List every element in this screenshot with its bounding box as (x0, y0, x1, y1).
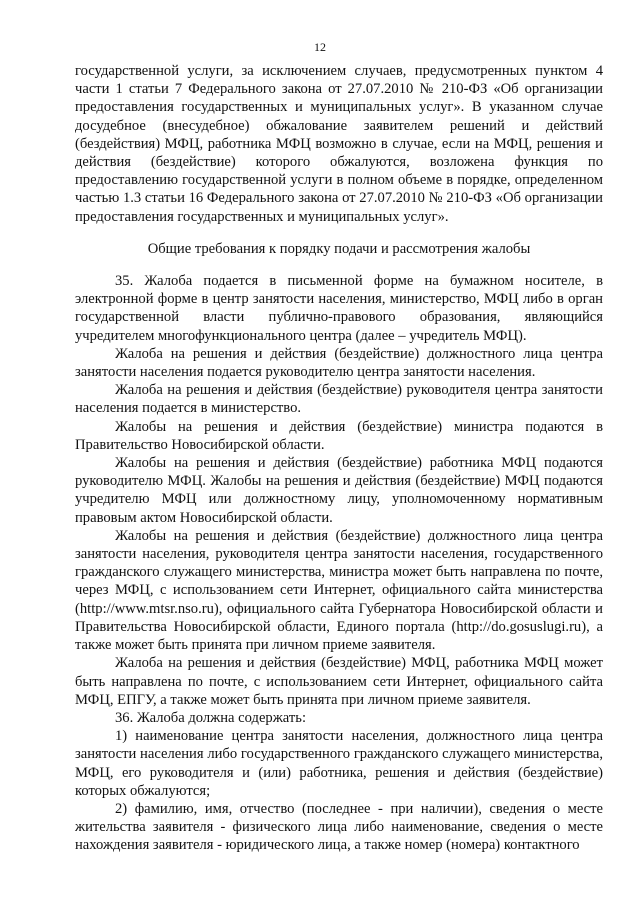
section-heading: Общие требования к порядку подачи и рассмотрения жалобы (147, 240, 531, 257)
paragraph: Жалоба на решения и действия (бездействие) МФЦ, работника МФЦ может быть направлена по почте, с использованием сети Интернет, официального сайта МФЦ, ЕПГУ, а также может быть принята при личном приеме заявителя. (75, 655, 603, 708)
paragraph: Жалоба на решения и действия (бездействие) руководителя центра занятости населения подается в министерство. (75, 382, 603, 417)
list-item-1: 1) наименование центра занятости населения, должностного лица центра занятости населения либо государственного гражданского служащего министерства, МФЦ, его руководителя и (или) работника, решения и действия (бездействие) которых обжалуются; (75, 728, 603, 799)
paragraph-36: 36. Жалоба должна содержать: (115, 709, 306, 726)
paragraph: Жалобы на решения и действия (бездействие) работника МФЦ подаются руководителю МФЦ. Жалобы на решения и действия (бездействие) МФЦ подаются учредителю МФЦ или должностному лицу, уполномоченному нормативным правовым актом Новосибирской области. (75, 455, 603, 526)
list-item-2: 2) фамилию, имя, отчество (последнее - при наличии), сведения о месте жительства заявителя - физического лица либо наименование, сведения о месте нахождения заявителя - юридического лица, а также номер (номера) контактного (75, 800, 603, 854)
paragraph-continuation: государственной услуги, за исключением случаев, предусмотренных пунктом 4 части 1 статьи 7 Федерального закона от 27.07.2010 № 210-ФЗ «Об организации предоставления государственных и муниципальных услуг». В указанном случае досудебное (внесудебное) обжалование заявителем решений и действий (бездействия) МФЦ, работника МФЦ возможно в случае, если на МФЦ, решения и действия (бездействие) которого обжалуются, возложена функция по предоставлению государственной услуги в полном объеме в порядке, определенном частью 1.3 статьи 16 Федерального закона от 27.07.2010 № 210-ФЗ «Об организации предоставления государственных и муниципальных услуг». (75, 63, 603, 225)
paragraph: Жалобы на решения и действия (бездействие) министра подаются в Правительство Новосибирской области. (75, 418, 603, 453)
paragraph: Жалоба на решения и действия (бездействие) должностного лица центра занятости населения подается руководителю центра занятости населения. (75, 345, 603, 381)
paragraph: Жалобы на решения и действия (бездействие) должностного лица центра занятости населения, руководителя центра занятости населения, государственного гражданского служащего министерства, министра может быть направлена по почте, через МФЦ, с использованием сети Интернет, официального сайта министерства (http://www.mtsr.nso.ru), официального сайта Губернатора Новосибирской области и Правительства Новосибирской области, Единого портала (http://do.gosuslugi.ru), а также может быть принята при личном приеме заявителя. (75, 527, 603, 654)
document-body (75, 62, 603, 855)
page-number: 12 (314, 40, 326, 54)
paragraph-35: 35. Жалоба подается в письменной форме на бумажном носителе, в электронной форме в центр занятости населения, министерство, МФЦ либо в орган государственной власти публично-правового образования, являющийся учредителем многофункционального центра (далее – учредитель МФЦ). (75, 273, 603, 344)
